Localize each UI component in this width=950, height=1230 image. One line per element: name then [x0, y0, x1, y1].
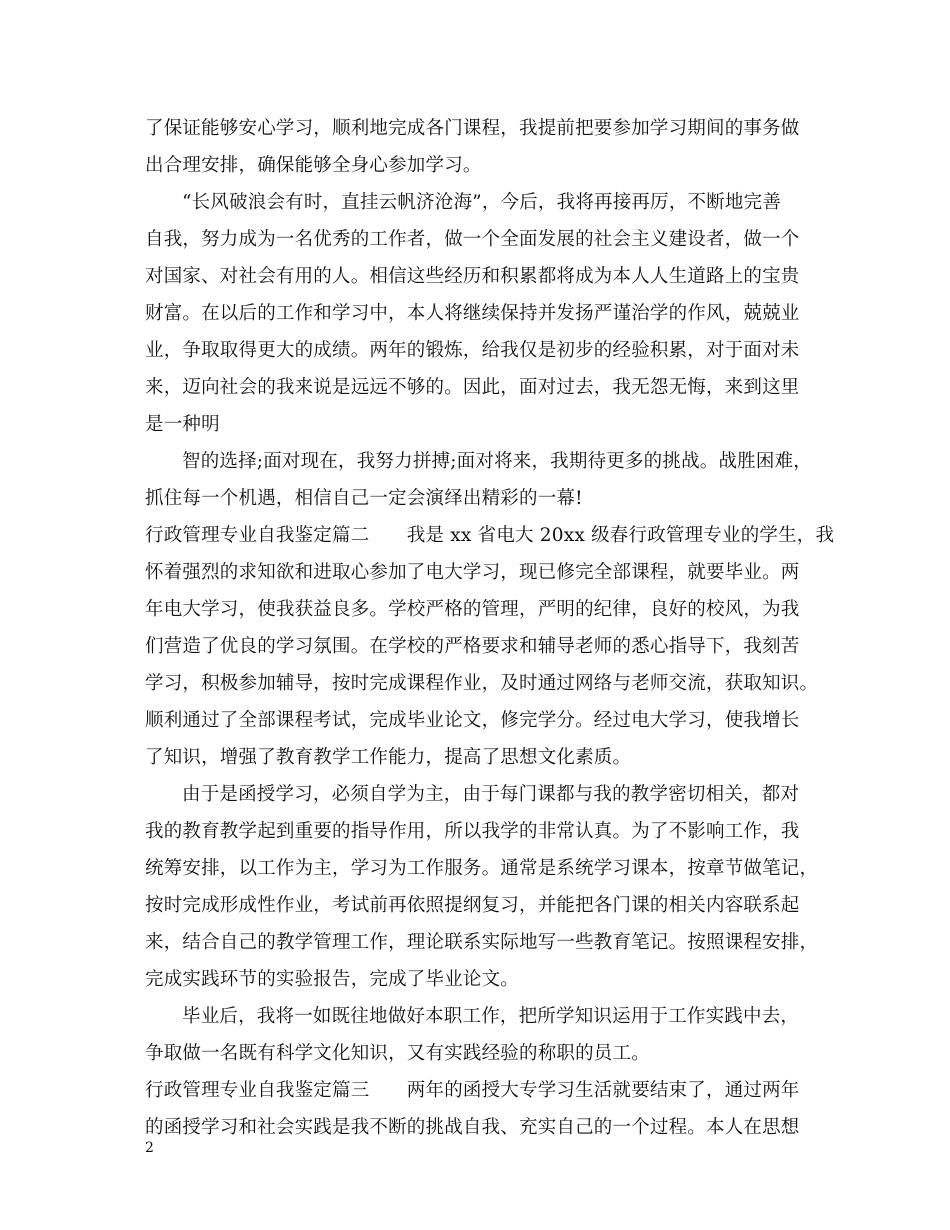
paragraph-start-line: 毕业后，我将一如既往地做好本职工作，把所学知识运用于工作实践中去，: [182, 1006, 800, 1027]
text-line: 来，结合自己的教学管理工作，理论联系实际地写一些教育笔记。按照课程安排，: [145, 932, 819, 953]
section-heading-line: 行政管理专业自我鉴定篇二 我是 xx 省电大 20xx 级春行政管理专业的学生，我: [145, 525, 835, 546]
text-line: 我的教育教学起到重要的指导作用，所以我学的非常认真。为了不影响工作，我: [145, 821, 800, 842]
text-line: 抓住每一个机遇，相信自己一定会演绎出精彩的一幕!: [145, 488, 583, 509]
text-line: 了保证能够安心学习，顺利地完成各门课程，我提前把要参加学习期间的事务做: [145, 118, 800, 139]
text-line: 了知识，增强了教育教学工作能力，提高了思想文化素质。: [145, 747, 632, 768]
text-line: 来，迈向社会的我来说是远远不够的。因此，面对过去，我无怨无悔，来到这里: [145, 377, 800, 398]
text-line: 自我，努力成为一名优秀的工作者，做一个全面发展的社会主义建设者，做一个: [145, 229, 800, 250]
text-line: 学习，积极参加辅导，按时完成课程作业，及时通过网络与老师交流，获取知识。: [145, 673, 819, 694]
text-line: 们营造了优良的学习氛围。在学校的严格要求和辅导老师的悉心指导下，我刻苦: [145, 636, 800, 657]
paragraph-start-line: “长风破浪会有时，直挂云帆济沧海”，今后，我将再接再厉，不断地完善: [182, 192, 782, 213]
text-line: 怀着强烈的求知欲和进取心参加了电大学习，现已修完全部课程，就要毕业。两: [145, 562, 800, 583]
text-line: 统筹安排，以工作为主，学习为工作服务。通常是系统学习课本，按章节做笔记，: [145, 858, 819, 879]
paragraph-start-line: 智的选择;面对现在，我努力拼搏;面对将来，我期待更多的挑战。战胜困难，: [182, 451, 812, 472]
section-heading-line: 行政管理专业自我鉴定篇三 两年的函授大专学习生活就要结束了，通过两年: [145, 1080, 800, 1101]
text-line: 业，争取取得更大的成绩。两年的锻炼，给我仅是初步的经验积累，对于面对未: [145, 340, 800, 361]
text-line: 的函授学习和社会实践是我不断的挑战自我、充实自己的一个过程。本人在思想: [145, 1117, 800, 1138]
text-line: 财富。在以后的工作和学习中，本人将继续保持并发扬严谨治学的作风，兢兢业: [145, 303, 800, 324]
paragraph-start-line: 由于是函授学习，必须自学为主，由于每门课都与我的教学密切相关，都对: [182, 784, 800, 805]
text-line: 出合理安排，确保能够全身心参加学习。: [145, 155, 482, 176]
text-line: 按时完成形成性作业，考试前再依照提纲复习，并能把各门课的相关内容联系起: [145, 895, 800, 916]
text-line: 年电大学习，使我获益良多。学校严格的管理，严明的纪律，良好的校风，为我: [145, 599, 800, 620]
text-line: 争取做一名既有科学文化知识，又有实践经验的称职的员工。: [145, 1043, 650, 1064]
text-line: 对国家、对社会有用的人。相信这些经历和积累都将成为本人人生道路上的宝贵: [145, 266, 800, 287]
text-line: 是一种明: [145, 414, 220, 435]
text-line: 完成实践环节的实验报告，完成了毕业论文。: [145, 969, 520, 990]
text-line: 顺利通过了全部课程考试，完成毕业论文，修完学分。经过电大学习，使我增长: [145, 710, 800, 731]
page-number: 2: [145, 1140, 154, 1156]
